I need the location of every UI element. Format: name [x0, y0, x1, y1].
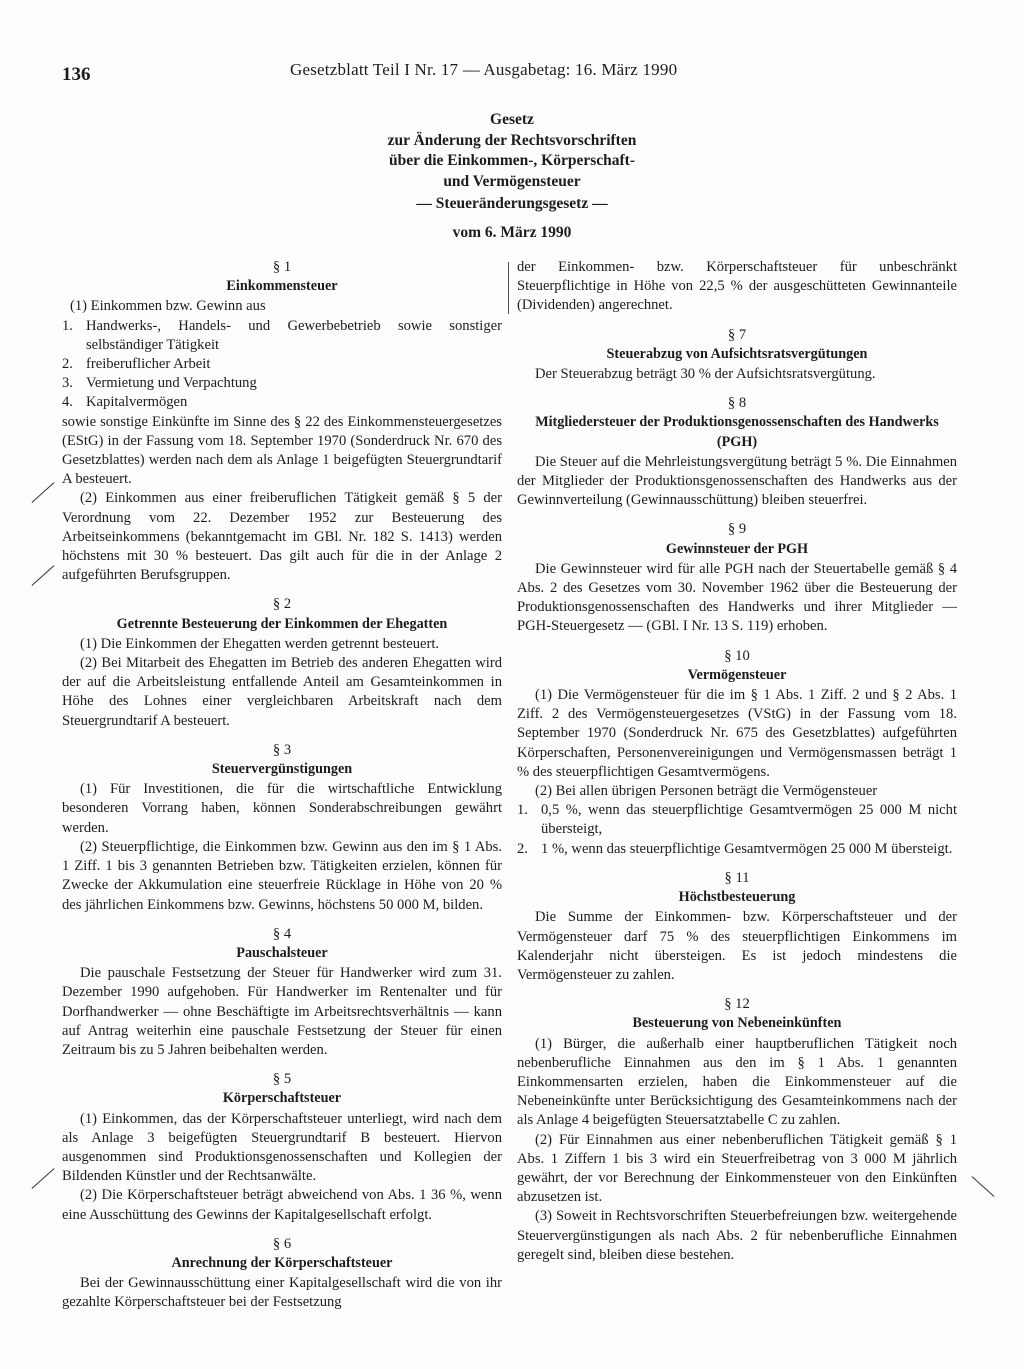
margin-mark	[32, 565, 55, 586]
section-11	[517, 869, 957, 985]
paragraph: (2) Steuerpflichtige, die Einkommen bzw. Gewinn aus den im § 1 Abs. 1 Ziff. 1 bis 3 genannten Betrieben bzw. Tätigkeiten erzielen, können für Zwecke der Akkumulation eine steuerfreie Rücklage in Höhe von 20 % des jährlichen Einkommens bzw. Gewinns, höchstens 50 000 M, bilden.	[62, 838, 502, 913]
section-number: § 3	[272, 741, 292, 758]
section-number: § 9	[727, 521, 747, 538]
section-title: Vermögensteuer	[687, 666, 787, 683]
paragraph: (1) Die Vermögensteuer für die im § 1 Abs. 1 Ziff. 2 und § 2 Abs. 1 Ziff. 2 des Vermögensteuergesetzes (VStG) in der Fassung vom 18. September 1970 (Sonderdruck Nr. 675 des Gesetzblattes) aufgeführten Körperschaften, Personenvereinigungen und Vermögensmassen beträgt 1 % des steuerpflichtigen Gesamtvermögens.	[517, 687, 957, 780]
list-item: 2. freiberuflicher Arbeit	[62, 356, 211, 373]
title-subtitle: — Steueränderungsgesetz —	[416, 195, 608, 212]
section-number: § 7	[727, 326, 747, 343]
section-9	[517, 520, 957, 636]
margin-mark	[972, 1176, 995, 1197]
section-12	[517, 995, 957, 1265]
paragraph: (2) Die Körperschaftsteuer beträgt abweichend von Abs. 1 36 %, wenn eine Ausschüttung des Gewinns der Kapitalgesellschaft erfolgt.	[62, 1187, 502, 1223]
section-number: § 4	[272, 925, 292, 942]
paragraph-continued: der Einkommen- bzw. Körperschaftsteuer für unbeschränkt Steuerpflichtige in Höhe von 22,5 % der ausgeschütteten Gewinnanteile (Dividenden) angerechnet.	[517, 259, 957, 314]
section-1	[62, 258, 502, 585]
section-number: § 10	[724, 647, 750, 664]
section-title: Mitgliedersteuer der Produktionsgenossenschaften des Handwerks (PGH)	[535, 414, 939, 450]
section-title: Pauschalsteuer	[236, 944, 328, 961]
paragraph: (2) Bei Mitarbeit des Ehegatten im Betrieb des anderen Ehegatten wird der auf die Arbeitsleistung entfallende Anteil am Gesamteinkommen in Höhe des Lohnes einer vergleichbaren Arbeitskraft nach dem Steuergrundtarif A besteuert.	[62, 655, 502, 729]
paragraph: sowie sonstige Einkünfte im Sinne des § 22 des Einkommensteuergesetzes (EStG) in der Fassung vom 18. September 1970 (Sonderdruck Nr. 670 des Gesetzblattes) werden nach dem als Anlage 1 beigefügten Steuergrundtarif A besteuert.	[62, 413, 502, 488]
list-item: 2. 1 %, wenn das steuerpflichtige Gesamtvermögen 25 000 M übersteigt.	[517, 840, 953, 857]
list-item: 3. Vermietung und Verpachtung	[62, 375, 257, 392]
list-item: 4. Kapitalvermögen	[62, 394, 188, 411]
section-number: § 6	[272, 1235, 292, 1252]
running-header: Gesetzblatt Teil I Nr. 17 — Ausgabetag: 16. März 1990	[290, 60, 678, 79]
title-line-4: und Vermögensteuer	[443, 172, 581, 190]
paragraph: (2) Bei allen übrigen Personen beträgt die Vermögensteuer	[535, 783, 878, 800]
title-line-1: Gesetz	[490, 111, 534, 128]
section-title: Besteuerung von Nebeneinkünften	[632, 1015, 842, 1032]
title-date: vom 6. März 1990	[452, 223, 572, 241]
paragraph: (1) Für Investitionen, die für die wirtschaftliche Entwicklung besonderen Vorrang haben, können Sonderabschreibungen gewährt werden.	[62, 781, 502, 836]
section-8	[517, 394, 957, 510]
paragraph: (1) Die Einkommen der Ehegatten werden getrennt besteuert.	[80, 635, 440, 652]
section-6	[62, 1235, 502, 1313]
paragraph: (1) Bürger, die außerhalb einer hauptberuflichen Tätigkeit noch nebenberufliche Einnahmen aus den im § 1 Abs. 1 genannten Einkommensarten erzielen, haben die Einkommensteuer auf die Nebeneinkünfte unter Berücksichtigung des Gesamteinkommens nach der als Anlage 4 beigefügten Steuersatztabelle C zu zahlen.	[517, 1035, 957, 1129]
paragraph: Der Steuerabzug beträgt 30 % der Aufsichtsratsvergütung.	[535, 366, 876, 383]
paragraph: Die Summe der Einkommen- bzw. Körperschaftsteuer und der Vermögensteuer darf 75 % des steuerpflichtigen Einkommens im Kalenderjahr nicht übersteigen. Es ist jedoch mindestens die Vermögensteuer zu zahlen.	[517, 909, 957, 983]
section-5	[62, 1070, 502, 1225]
section-number: § 1	[272, 259, 292, 275]
list-item: 1. 0,5 %, wenn das steuerpflichtige Gesamtvermögen 25 000 M nicht übersteigt,	[517, 802, 957, 838]
margin-mark	[32, 482, 55, 503]
section-7	[517, 326, 957, 385]
paragraph: Bei der Gewinnausschüttung einer Kapitalgesellschaft wird die von ihr gezahlte Körperschaftsteuer bei der Festsetzung	[62, 1275, 502, 1311]
title-line-3: über die Einkommen-, Körperschaft-	[389, 152, 635, 169]
section-3	[62, 741, 502, 915]
section-title: Gewinnsteuer der PGH	[665, 540, 809, 557]
section-number: § 5	[272, 1071, 292, 1088]
paragraph: Die Steuer auf die Mehrleistungsvergütung beträgt 5 %. Die Einnahmen der Mitglieder der Produktionsgenossenschaften des Handwerks aus der Gewinnverteilung (Gewinnausschüttung) bleiben steuerfrei.	[517, 453, 957, 509]
title-line-2: zur Änderung der Rechtsvorschriften	[387, 131, 637, 149]
list	[517, 801, 957, 859]
section-4	[62, 925, 502, 1060]
section-number: § 8	[727, 395, 747, 412]
column-divider	[508, 262, 509, 314]
paragraph: (1) Einkommen, das der Körperschaftsteuer unterliegt, wird nach dem als Anlage 3 beigefügten Steuergrundtarif B besteuert. Hiervon ausgenommen sind Produktionsgenossenschaften und Kollegien der Bildenden Künstler und der Rechtsanwälte.	[62, 1110, 502, 1185]
list-item: 1. Handwerks-, Handels- und Gewerbebetrieb sowie sonstiger selbständiger Tätigkeit	[62, 317, 502, 353]
list	[62, 317, 502, 413]
paragraph: (2) Einkommen aus einer freiberuflichen Tätigkeit gemäß § 5 der Verordnung vom 22. Dezember 1952 zur Besteuerung des Arbeitseinkommens (bekanntgemacht im GBl. Nr. 182 S. 1413) werden höchstens mit 30 % besteuert. Das gilt auch für die in der Anlage 2 aufgeführten Berufsgruppen.	[62, 490, 502, 584]
margin-mark	[32, 1168, 55, 1189]
section-title: Steuervergünstigungen	[211, 761, 353, 778]
page-number: 136	[62, 64, 91, 85]
paragraph: (3) Soweit in Rechtsvorschriften Steuerbefreiungen bzw. weitergehende Steuervergünstigungen als nach Abs. 2 für nebenberufliche Einnahmen geregelt sind, bleiben diese bestehen.	[517, 1208, 957, 1263]
section-10	[517, 647, 957, 859]
section-number: § 11	[724, 869, 750, 886]
section-title: Steuerabzug von Aufsichtsratsvergütungen	[606, 345, 868, 362]
paragraph: Die pauschale Festsetzung der Steuer für Handwerker wird zum 31. Dezember 1990 aufgehoben. Für Handwerker im Rentenalter und für Dorfhandwerker — ohne Beschäftigte im Arbeitsrechtsverhältnis — kann auf Antrag weiterhin eine pauschale Festsetzung der Steuer für einen Zeitraum bis zu 5 Jahren beibehalten werden.	[62, 965, 502, 1058]
section-number: § 12	[724, 996, 750, 1013]
left-column	[62, 258, 502, 1313]
section-title: Höchstbesteuerung	[678, 889, 796, 906]
section-title: Körperschaftsteuer	[222, 1090, 342, 1107]
law-title-block	[0, 110, 1024, 243]
paragraph: (2) Für Einnahmen aus einer nebenberuflichen Tätigkeit gemäß § 1 Abs. 1 Ziffern 1 bis 3 wird ein Steuerfreibetrag von 3 000 M jährlich gewährt, der vor Berechnung der Einkommensteuer von den Einkünften abzusetzen ist.	[517, 1131, 957, 1206]
section-number: § 2	[272, 596, 292, 613]
section-title: Getrennte Besteuerung der Einkommen der Ehegatten	[116, 615, 448, 632]
section-title: Einkommensteuer	[226, 278, 338, 295]
paragraph: (1) Einkommen bzw. Gewinn aus	[70, 298, 266, 315]
section-2	[62, 595, 502, 730]
right-column	[517, 258, 957, 1265]
section-title: Anrechnung der Körperschaftsteuer	[171, 1254, 393, 1271]
paragraph: Die Gewinnsteuer wird für alle PGH nach der Steuertabelle gemäß § 4 Abs. 2 des Gesetzes vom 30. November 1962 über die Besteuerung der Produktionsgenossenschaften des Handwerks und ihrer Mitglieder — PGH-Steuergesetz — (GBl. I Nr. 13 S. 119) erhoben.	[517, 560, 957, 635]
